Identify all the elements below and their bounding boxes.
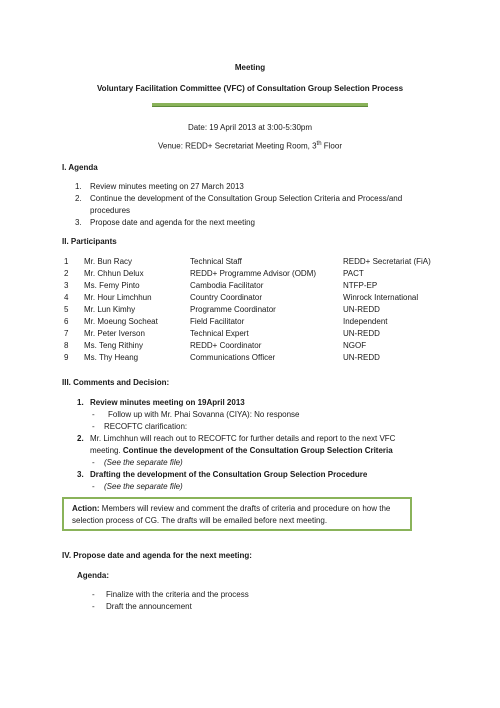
bullet-dash: -	[92, 590, 95, 599]
next-agenda-item-1: Finalize with the criteria and the process	[106, 590, 249, 599]
table-row	[64, 293, 444, 305]
participant-org: REDD+ Secretariat (FiA)	[343, 257, 431, 266]
comment-2-line-1: Mr. Limchhun will reach out to RECOFTC for further details and report to the next VFC	[90, 434, 396, 443]
comment-3-bullet: (See the separate file)	[104, 482, 183, 491]
table-row	[64, 317, 444, 329]
comment-1-title: Review minutes meeting on 19April 2013	[90, 398, 245, 407]
participant-role: Country Coordinator	[190, 293, 263, 302]
agenda-item-2-num: 2.	[75, 194, 82, 203]
participant-role: Communications Officer	[190, 353, 276, 362]
action-text: Members will review and comment the drafts of criteria and procedure on how the selection process of CG. The drafts will be emailed before next meeting.	[72, 504, 391, 525]
next-meeting-heading: IV. Propose date and agenda for the next meeting:	[62, 551, 252, 560]
bullet-dash: -	[92, 422, 95, 431]
title-divider	[152, 103, 368, 107]
participant-name: Ms. Thy Heang	[84, 353, 139, 362]
action-label: Action:	[72, 504, 100, 513]
participant-num: 3	[64, 281, 69, 290]
comment-1-bullet-1: Follow up with Mr. Phai Sovanna (CIYA): No response	[108, 410, 300, 419]
participant-org: UN-REDD	[343, 305, 380, 314]
participant-org: Winrock International	[343, 293, 419, 302]
table-row	[64, 257, 444, 269]
table-row	[64, 329, 444, 341]
participant-role: REDD+ Programme Advisor (ODM)	[190, 269, 317, 278]
table-row	[64, 281, 444, 293]
doc-title: Meeting	[234, 63, 266, 72]
participant-num: 6	[64, 317, 69, 326]
comment-3-num: 3.	[77, 470, 84, 479]
agenda-item-1-num: 1.	[75, 182, 82, 191]
meeting-venue	[0, 141, 500, 151]
participant-org: Independent	[343, 317, 388, 326]
participant-num: 5	[64, 305, 69, 314]
participant-name: Mr. Bun Racy	[84, 257, 133, 266]
comment-2-line-2	[90, 446, 393, 455]
venue-end: Floor	[321, 141, 342, 151]
participant-role: Field Facilitator	[190, 317, 245, 326]
participant-name: Mr. Hour Limchhun	[84, 293, 152, 302]
participant-num: 9	[64, 353, 69, 362]
participant-num: 8	[64, 341, 69, 350]
comment-1-bullet-2: RECOFTC clarification:	[104, 422, 188, 431]
participant-role: Technical Staff	[190, 257, 242, 266]
participant-org: NTFP-EP	[343, 281, 378, 290]
table-row	[64, 305, 444, 317]
table-row	[64, 341, 444, 353]
participant-num: 2	[64, 269, 69, 278]
meeting-date: Date: 19 April 2013 at 3:00-5:30pm	[187, 123, 313, 132]
agenda-item-1: Review minutes meeting on 27 March 2013	[90, 182, 244, 191]
participant-org: UN-REDD	[343, 353, 380, 362]
table-row	[64, 353, 444, 365]
agenda-item-3: Propose date and agenda for the next meeting	[90, 218, 256, 227]
comments-heading: III. Comments and Decision:	[62, 378, 170, 387]
participant-num: 4	[64, 293, 69, 302]
agenda-heading: I. Agenda	[62, 163, 98, 172]
comment-2-line-2-plain: meeting.	[90, 446, 123, 455]
doc-subtitle: Voluntary Facilitation Committee (VFC) of Consultation Group Selection Process	[96, 84, 404, 93]
bullet-dash: -	[92, 482, 95, 491]
participant-role: Cambodia Facilitator	[190, 281, 264, 290]
comment-2-num: 2.	[77, 434, 84, 443]
agenda-item-3-num: 3.	[75, 218, 82, 227]
participant-num: 1	[64, 257, 69, 266]
bullet-dash: -	[92, 410, 95, 419]
participant-name: Ms. Teng Rithiny	[84, 341, 143, 350]
participant-org: NGOF	[343, 341, 367, 350]
participant-name: Mr. Moeung Socheat	[84, 317, 158, 326]
table-row	[64, 269, 444, 281]
participant-role: Technical Expert	[190, 329, 249, 338]
action-box	[62, 497, 412, 531]
participant-name: Mr. Lun Kimhy	[84, 305, 136, 314]
comment-1-num: 1.	[77, 398, 84, 407]
next-agenda-label: Agenda:	[77, 571, 109, 580]
comment-2-line-2-bold: Continue the development of the Consultation Group Selection Criteria	[122, 446, 393, 455]
comment-2-bullet: (See the separate file)	[104, 458, 183, 467]
agenda-item-2: Continue the development of the Consultation Group Selection Criteria and Process/and	[90, 194, 403, 203]
comment-3-title: Drafting the development of the Consultation Group Selection Procedure	[90, 470, 368, 479]
bullet-dash: -	[92, 458, 95, 467]
participant-name: Mr. Peter Iverson	[84, 329, 145, 338]
participant-role: Programme Coordinator	[190, 305, 276, 314]
participants-table	[64, 257, 444, 365]
participants-heading: II. Participants	[62, 237, 117, 246]
participant-name: Mr. Chhun Delux	[84, 269, 144, 278]
venue-text: Venue: REDD+ Secretariat Meeting Room, 3	[158, 141, 317, 151]
agenda-item-2-cont: procedures	[90, 206, 131, 215]
participant-num: 7	[64, 329, 69, 338]
participant-org: UN-REDD	[343, 329, 380, 338]
participant-org: PACT	[343, 269, 364, 278]
participant-role: REDD+ Coordinator	[190, 341, 262, 350]
next-agenda-item-2: Draft the announcement	[106, 602, 192, 611]
participant-name: Ms. Femy Pinto	[84, 281, 140, 290]
venue-superscript: th	[316, 141, 322, 147]
bullet-dash: -	[92, 602, 95, 611]
